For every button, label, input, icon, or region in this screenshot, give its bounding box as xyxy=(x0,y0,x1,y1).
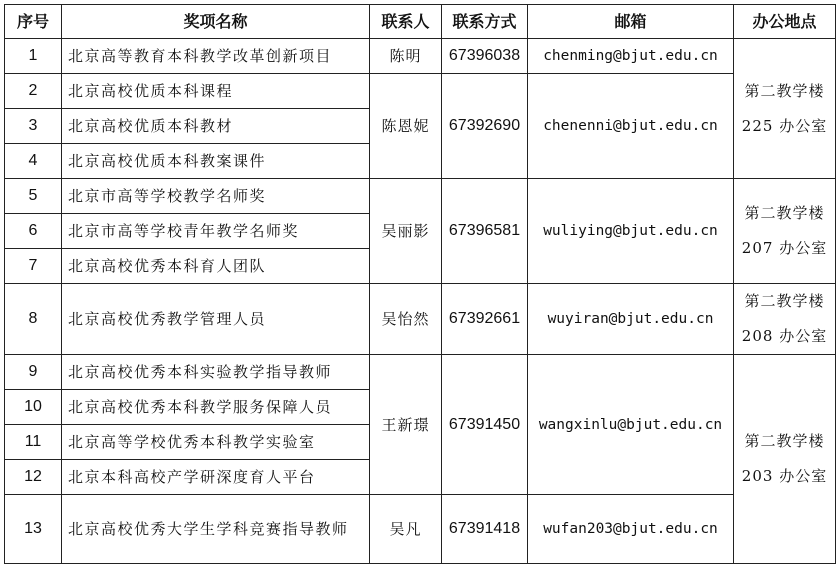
office-location xyxy=(734,355,836,564)
row-seq: 1 xyxy=(5,39,62,74)
office-building: 第二教学楼 xyxy=(744,204,825,222)
award-name: 北京高校优秀教学管理人员 xyxy=(62,284,370,355)
row-seq: 7 xyxy=(5,249,62,284)
row-seq: 6 xyxy=(5,214,62,249)
award-name: 北京市高等学校教学名师奖 xyxy=(62,179,370,214)
header-contact: 联系人 xyxy=(370,5,442,39)
contact-phone: 67392690 xyxy=(442,74,528,179)
table-row xyxy=(5,39,836,74)
contact-name: 陈恩妮 xyxy=(370,74,442,179)
office-location xyxy=(734,39,836,179)
contact-name: 吴凡 xyxy=(370,495,442,564)
award-name: 北京高等学校优秀本科教学实验室 xyxy=(62,425,370,460)
award-name: 北京高校优秀本科育人团队 xyxy=(62,249,370,284)
office-room: 208 办公室 xyxy=(741,327,828,345)
contact-email[interactable]: chenming@bjut.edu.cn xyxy=(528,39,734,74)
table-row xyxy=(5,179,836,214)
contact-email[interactable]: wuliying@bjut.edu.cn xyxy=(528,179,734,284)
award-name: 北京高校优质本科教材 xyxy=(62,109,370,144)
contact-phone: 67391418 xyxy=(442,495,528,564)
office-building: 第二教学楼 xyxy=(744,432,825,450)
contact-name: 吴怡然 xyxy=(370,284,442,355)
row-seq: 8 xyxy=(5,284,62,355)
award-name: 北京高校优秀本科教学服务保障人员 xyxy=(62,390,370,425)
award-name: 北京市高等学校青年教学名师奖 xyxy=(62,214,370,249)
header-phone: 联系方式 xyxy=(442,5,528,39)
header-seq: 序号 xyxy=(5,5,62,39)
table-row xyxy=(5,355,836,390)
table-row xyxy=(5,495,836,564)
contact-email[interactable]: wufan203@bjut.edu.cn xyxy=(528,495,734,564)
office-location xyxy=(734,284,836,355)
row-seq: 10 xyxy=(5,390,62,425)
table-row xyxy=(5,74,836,109)
row-seq: 3 xyxy=(5,109,62,144)
contact-phone: 67396581 xyxy=(442,179,528,284)
header-award: 奖项名称 xyxy=(62,5,370,39)
office-room: 207 办公室 xyxy=(741,239,828,257)
award-name: 北京高校优质本科课程 xyxy=(62,74,370,109)
office-building: 第二教学楼 xyxy=(744,81,825,100)
row-seq: 4 xyxy=(5,144,62,179)
contact-name: 吴丽影 xyxy=(370,179,442,284)
row-seq: 13 xyxy=(5,495,62,564)
office-room: 203 办公室 xyxy=(741,467,828,485)
row-seq: 11 xyxy=(5,425,62,460)
contact-email[interactable]: chenenni@bjut.edu.cn xyxy=(528,74,734,179)
table-row xyxy=(5,284,836,355)
contact-phone: 67391450 xyxy=(442,355,528,495)
row-seq: 5 xyxy=(5,179,62,214)
award-name: 北京高等教育本科教学改革创新项目 xyxy=(62,39,370,74)
office-building: 第二教学楼 xyxy=(744,292,825,310)
table-header-row xyxy=(5,5,836,39)
office-location xyxy=(734,179,836,284)
awards-contact-table xyxy=(4,4,836,564)
contact-email[interactable]: wuyiran@bjut.edu.cn xyxy=(528,284,734,355)
row-seq: 9 xyxy=(5,355,62,390)
header-office: 办公地点 xyxy=(734,5,836,39)
awards-contact-table-wrapper xyxy=(4,4,836,564)
header-email: 邮箱 xyxy=(528,5,734,39)
award-name: 北京本科高校产学研深度育人平台 xyxy=(62,460,370,495)
contact-phone: 67396038 xyxy=(442,39,528,74)
award-name: 北京高校优秀大学生学科竞赛指导教师 xyxy=(62,495,370,564)
contact-email[interactable]: wangxinlu@bjut.edu.cn xyxy=(528,355,734,495)
award-name: 北京高校优质本科教案课件 xyxy=(62,144,370,179)
contact-name: 陈明 xyxy=(370,39,442,74)
row-seq: 12 xyxy=(5,460,62,495)
row-seq: 2 xyxy=(5,74,62,109)
contact-name: 王新璟 xyxy=(370,355,442,495)
contact-phone: 67392661 xyxy=(442,284,528,355)
award-name: 北京高校优秀本科实验教学指导教师 xyxy=(62,355,370,390)
office-room: 225 办公室 xyxy=(741,116,828,135)
